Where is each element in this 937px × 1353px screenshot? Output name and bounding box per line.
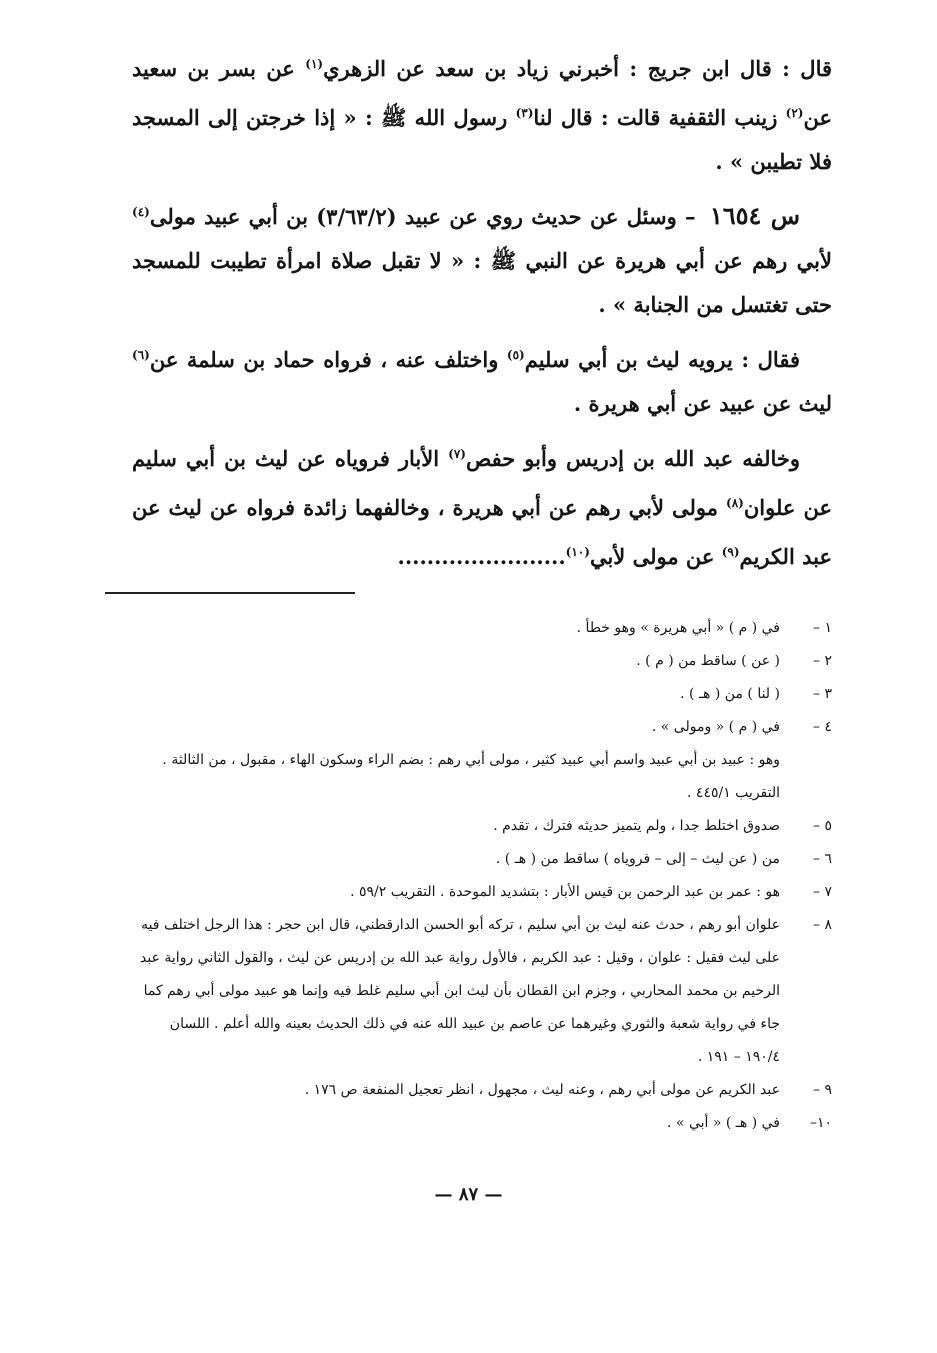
footnote-number: ٩ – [813,1082,832,1098]
footnote-text: في ( هـ ) « أبي » . [667,1115,780,1131]
continuation-dots: ....................... [397,544,566,569]
footnote-number: ٢ – [813,653,832,669]
footnote-number: ١ – [813,620,832,636]
footnote-text: ( عن ) ساقط من ( م ) . [636,653,780,669]
footnote-ref-6[interactable]: (٦) [132,348,150,362]
footnote-number: ٧ – [813,884,832,900]
footnote-item [132,810,832,843]
footnote-text: في ( م ) « أبي هريرة » وهو خطأ . [576,620,780,636]
footnotes [132,612,832,1140]
footnote-ref-2[interactable]: (٢) [785,106,804,120]
footnote-item [132,843,832,876]
footnote-ref-10[interactable]: (١٠) [565,545,590,559]
footnote-number: ١٠– [809,1115,832,1131]
paragraph-2: س ١٦٥٤ – وسئل عن حديث روي عن عبيد (٣/٦٣/٢) بن أبي عبيد مولى$^{(٤)}$ لأبي رهم عن أبي هريرة عن النبي ﷺ : « لا تقبل صلاة امرأة تطيبت للمسجد حتى تغتسل من الجنابة » . [132,201,832,317]
footnote-number: ٤ – [813,719,832,735]
page-number: — ٨٧ — [434,1184,503,1205]
footnote-item [132,1107,832,1140]
footnote-item [132,876,832,909]
footnote-text: من ( عن ليث – إلى – فروياه ) ساقط من ( هـ ) . [495,851,780,867]
footnote-ref-1[interactable]: (١) [305,57,324,71]
footnote-item [132,1074,832,1107]
question-number: س ١٦٥٤ [709,201,801,230]
paragraph-4: وخالفه عبد الله بن إدريس وأبو حفص$^{(٧)}$ الأبار فروياه عن ليث بن أبي سليم عن علوان$^{(٨)}$ مولى لأبي رهم عن أبي هريرة ، وخالفهما زائدة فرواه عن ليث عن عبد الكريم$^{(٩)}$ عن مولى لأبي$^{(١٠)}$....................... [132,446,832,569]
footnote-ref-8[interactable]: (٨) [726,496,744,510]
main-text [132,42,832,579]
footnote-ref-5[interactable]: (٥) [506,348,525,362]
footnote-number: ٣ – [813,686,832,702]
footnote-item [132,711,832,744]
footnote-item [132,612,832,645]
footnote-text: هو : عمر بن عبد الرحمن بن قيس الأبار : بتشديد الموحدة . التقريب ٥٩/٢ . [350,884,780,900]
footnote-text: في ( م ) « ومولى » . [651,719,780,735]
footnote-text: عبد الكريم عن مولى أبي رهم ، وعنه ليث ، مجهول ، انظر تعجيل المنفعة ص ١٧٦ . [304,1082,780,1098]
footnote-text: علوان أبو رهم ، حدث عنه ليث بن أبي سليم ، تركه أبو الحسن الدارقطني، قال ابن حجر : هذا الرجل اختلف فيه على ليث فقيل : علوان ، وقيل : عبد الكريم ، فالأول رواية عبد الله بن إدريس عن ليث ، والقول الثاني رواية عبد الرحيم بن محمد المحاربي ، وجزم ابن القطان بأن ليث ابن أبي سليم غلط فيه وإنما هو عبيد مولى أبي رهم كما جاء في رواية شعبة والثوري وغيرهما عن عاصم بن عبيد الله عنه في ذلك الحديث بعينه والله أعلم . اللسان ١٩٠/٤ – ١٩١ . [140,917,780,1065]
paragraph-1: قال : قال ابن جريج : أخبرني زياد بن سعد عن الزهري$^{(١)}$ عن بسر بن سعيد عن$^{(٢)}$ زينب الثقفية قالت : قال لنا$^{(٣)}$ رسول الله ﷺ : « إذا خرجتن إلى المسجد فلا تطيبن » . [132,56,833,174]
footnote-number: ٨ – [813,917,832,933]
footnote-ref-7[interactable]: (٧) [448,447,466,461]
footnote-text: وهو : عبيد بن أبي عبيد واسم أبي عبيد كثير ، مولى أبي رهم : بضم الراء وسكون الهاء ، مقبول ، من الثالثة . التقريب ٤٤٥/١ . [162,752,780,801]
footnote-text: ( لنا ) من ( هـ ) . [680,686,780,702]
footnote-ref-4[interactable]: (٤) [132,205,150,219]
footnote-item [132,744,832,810]
footnote-number: ٦ – [813,851,832,867]
footnote-item [132,909,832,1074]
footnote-ref-9[interactable]: (٩) [721,545,740,559]
footnote-item [132,678,832,711]
paragraph-3: فقال : يرويه ليث بن أبي سليم$^{(٥)}$ واختلف عنه ، فرواه حماد بن سلمة عن$^{(٦)}$ ليث عن عبيد عن أبي هريرة . [132,347,832,416]
footnote-separator [105,592,355,594]
footnote-item [132,645,832,678]
footnote-number: ٥ – [813,818,832,834]
footnote-text: صدوق اختلط جدا ، ولم يتميز حديثه فترك ، تقدم . [493,818,780,834]
footnote-ref-3[interactable]: (٣) [515,106,534,120]
